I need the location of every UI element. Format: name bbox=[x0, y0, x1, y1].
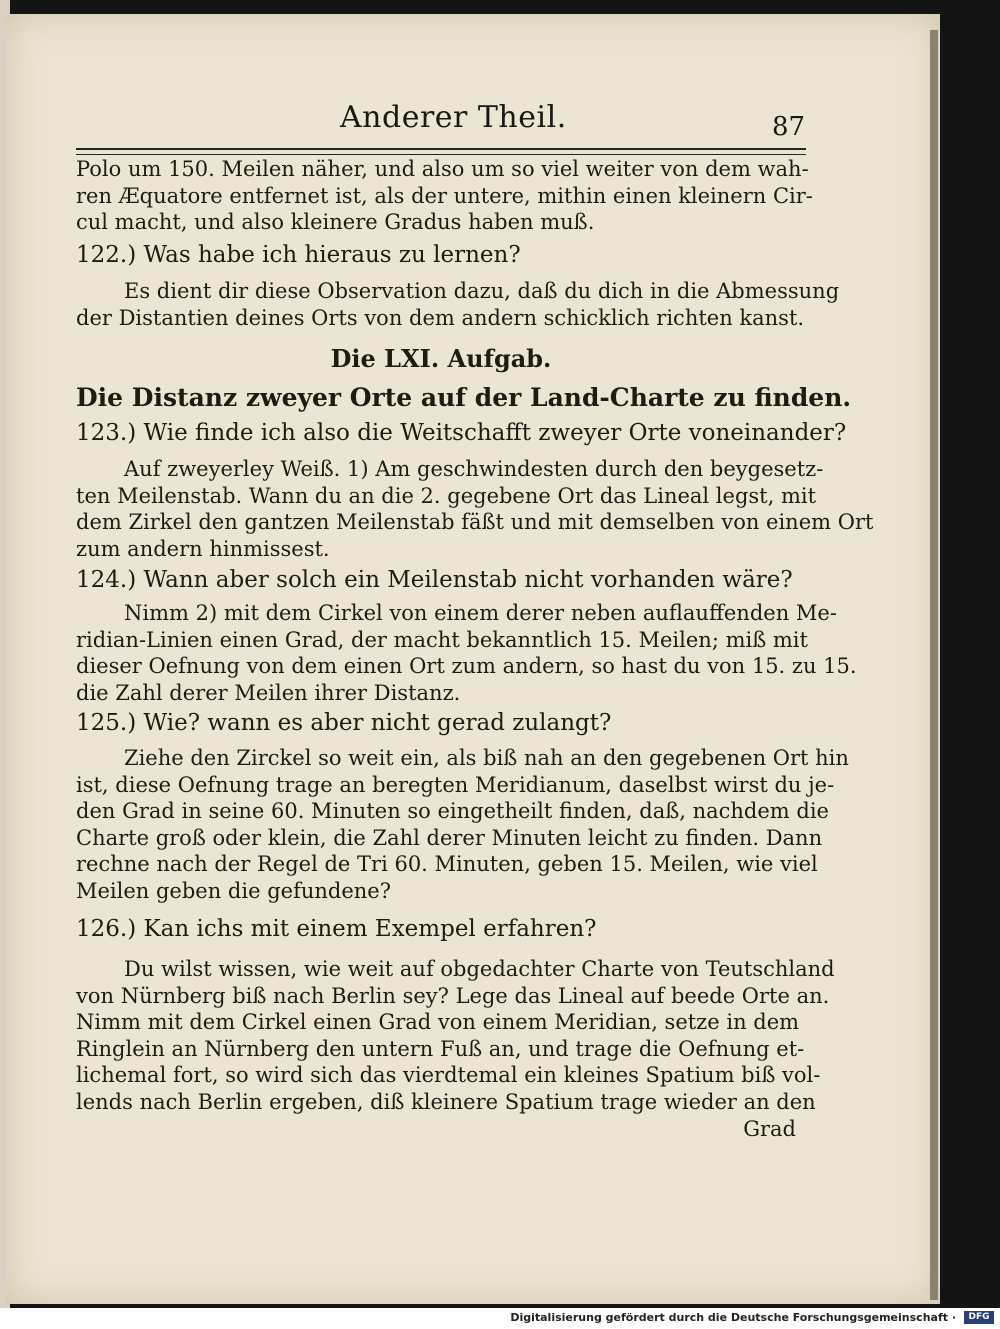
chapter-subtitle: Die Distanz zweyer Orte auf der Land-Charte zu finden. bbox=[76, 383, 852, 412]
text-line: Meilen geben die gefundene? bbox=[76, 878, 391, 903]
text-line: zum andern hinmissest. bbox=[76, 536, 330, 561]
page-edge-shadow bbox=[930, 30, 938, 1300]
funding-credit: Digitalisierung gefördert durch die Deutsche Forschungsgemeinschaft · bbox=[510, 1311, 956, 1324]
text-line: lichemal fort, so wird sich das vierdtemal ein kleines Spatium biß vol- bbox=[76, 1063, 821, 1088]
text-line: rechne nach der Regel de Tri 60. Minuten, geben 15. Meilen, wie viel bbox=[76, 852, 818, 877]
text-line: ridian-Linien einen Grad, der macht bekanntlich 15. Meilen; miß mit bbox=[76, 627, 808, 652]
text-line: dieser Oefnung von dem einen Ort zum andern, so hast du von 15. zu 15. bbox=[76, 654, 857, 679]
text-line: Polo um 150. Meilen näher, und also um so viel weiter von dem wah- bbox=[76, 157, 809, 181]
text-line: den Grad in seine 60. Minuten so eingetheilt finden, daß, nachdem die bbox=[76, 799, 829, 824]
question-123: 123.) Wie finde ich also die Weitschafft zweyer Orte voneinander? bbox=[76, 420, 847, 446]
question-122: 122.) Was habe ich hieraus zu lernen? bbox=[76, 242, 521, 268]
text-line: Auf zweyerley Weiß. 1) Am geschwindesten durch den beygesetz- bbox=[124, 457, 824, 481]
text-line: cul macht, und also kleinere Gradus haben muß. bbox=[76, 210, 595, 235]
question-124: 124.) Wann aber solch ein Meilenstab nicht vorhanden wäre? bbox=[76, 567, 793, 593]
text-line: Nimm 2) mit dem Cirkel von einem derer neben auflauffenden Me- bbox=[124, 601, 837, 625]
header-rule bbox=[76, 148, 806, 155]
text-line: lends nach Berlin ergeben, diß kleinere Spatium trage wieder an den bbox=[76, 1089, 816, 1114]
text-line: Ziehe den Zirckel so weit ein, als biß nah an den gegebenen Ort hin bbox=[124, 746, 849, 770]
question-125: 125.) Wie? wann es aber nicht gerad zulangt? bbox=[76, 710, 612, 736]
text-line: ren Æquatore entfernet ist, als der untere, mithin einen kleinern Cir- bbox=[76, 183, 813, 208]
text-line: Nimm mit dem Cirkel einen Grad von einem Meridian, setze in dem bbox=[76, 1010, 800, 1035]
paragraph-continuation bbox=[76, 156, 813, 236]
chapter-heading: Die LXI. Aufgab. bbox=[330, 344, 552, 373]
dfg-logo: DFG bbox=[964, 1311, 994, 1324]
text-line: der Distantien deines Orts von dem andern schicklich richten kanst. bbox=[76, 305, 805, 330]
answer-122 bbox=[76, 278, 840, 331]
answer-123 bbox=[76, 456, 874, 562]
answer-126 bbox=[76, 956, 835, 1142]
text-line: ten Meilenstab. Wann du an die 2. gegebene Ort das Lineal legst, mit bbox=[76, 483, 817, 508]
answer-125 bbox=[76, 745, 849, 905]
text-line: ist, diese Oefnung trage an beregten Meridianum, daselbst wirst du je- bbox=[76, 772, 835, 797]
text-line: dem Zirkel den gantzen Meilenstab fäßt und mit demselben von einem Ort bbox=[76, 510, 874, 535]
text-line: Charte groß oder klein, die Zahl derer Minuten leicht zu finden. Dann bbox=[76, 825, 823, 850]
question-126: 126.) Kan ichs mit einem Exempel erfahren? bbox=[76, 916, 597, 942]
text-line: von Nürnberg biß nach Berlin sey? Lege das Lineal auf beede Orte an. bbox=[76, 983, 830, 1008]
text-line: Es dient dir diese Observation dazu, daß du dich in die Abmessung bbox=[124, 279, 840, 303]
catchword: Grad bbox=[743, 1116, 796, 1141]
page-number: 87 bbox=[772, 112, 806, 142]
answer-124 bbox=[76, 600, 857, 706]
running-header: Anderer Theil. bbox=[340, 100, 567, 135]
footer-bar bbox=[0, 1308, 1000, 1329]
text-line: die Zahl derer Meilen ihrer Distanz. bbox=[76, 680, 461, 705]
text-line: Du wilst wissen, wie weit auf obgedachter Charte von Teutschland bbox=[124, 957, 835, 981]
text-line: Ringlein an Nürnberg den untern Fuß an, und trage die Oefnung et- bbox=[76, 1036, 805, 1061]
